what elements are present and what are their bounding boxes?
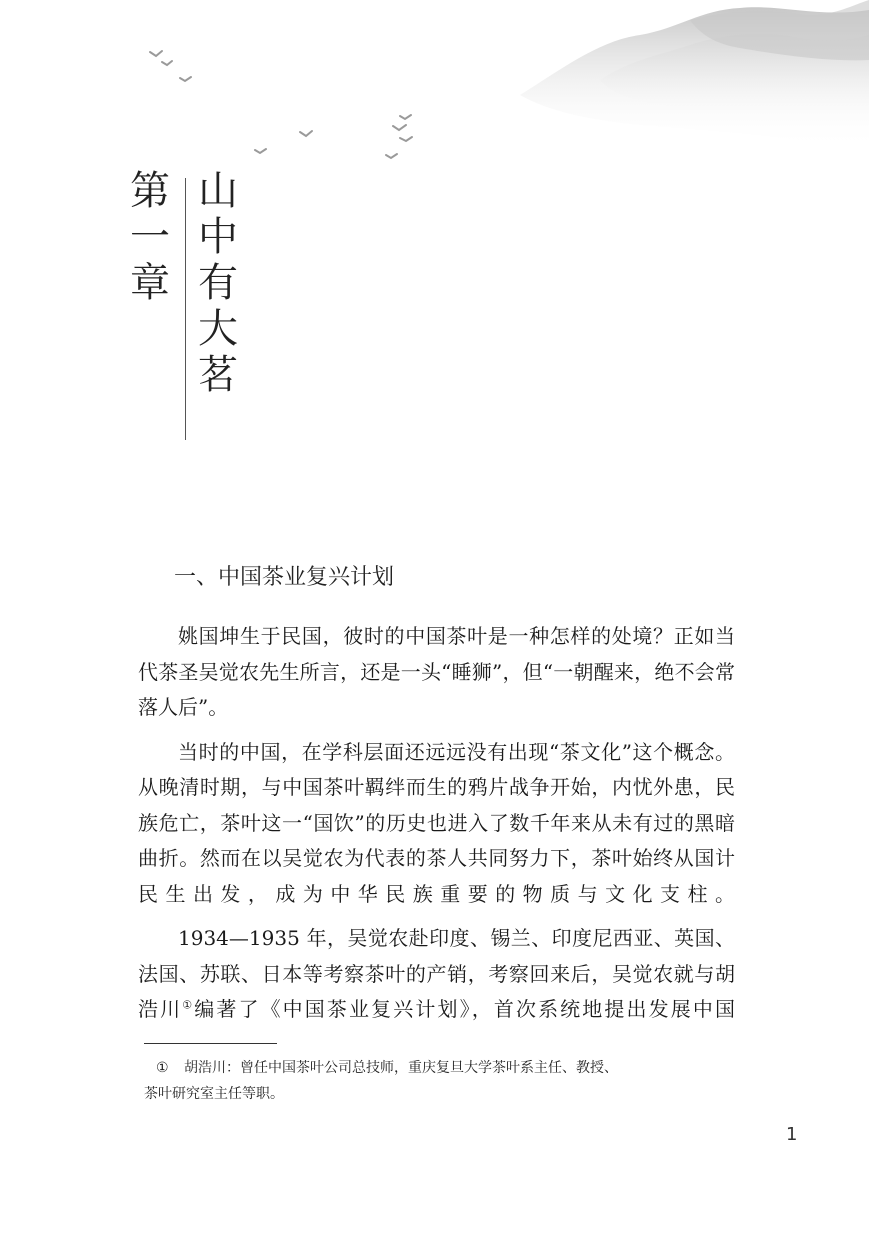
chapter-number-vertical [128, 168, 172, 306]
text-line: 编著了《中国茶业复兴计划》，首次系统地提出发展中国 [194, 997, 735, 1021]
chapter-title-char: 中 [198, 214, 238, 260]
section-heading: 一、中国茶业复兴计划 [174, 565, 395, 590]
text-line: 胡浩川 [138, 961, 735, 1021]
birds-decoration [150, 51, 412, 158]
body-text [138, 619, 735, 1037]
footnote [144, 1055, 738, 1107]
paragraph [138, 619, 735, 726]
text-line: 法国、苏联、日本等考察茶叶的产销，考察回来后，吴觉农就与 [138, 961, 715, 986]
footnote-separator [144, 1043, 277, 1044]
text-line: 有过的黑暗曲折。然而在以吴觉农为代表的茶人共同努力下，茶 [138, 810, 736, 870]
footnote-mark: ① [156, 1060, 169, 1076]
chapter-number-char: 一 [130, 214, 170, 260]
chapter-title-char: 有 [198, 260, 238, 306]
text-line: 1934—1935 年，吴觉农赴印度、锡兰、印度尼西亚、英国、 [178, 926, 735, 950]
paragraph [138, 735, 735, 913]
footnote-reference[interactable]: ① [182, 998, 195, 1012]
chapter-title-char: 茗 [198, 352, 238, 398]
page-number: 1 [786, 1124, 798, 1145]
text-line: 当代茶圣吴觉农先生所言，还是一头“睡狮”，但“一朝醒来，绝 [138, 624, 735, 684]
chapter-title-char: 山 [198, 168, 238, 214]
text-line: 念。从晚清时期，与中国茶叶羁绊而生的鸦片战争开始，内忧外 [138, 739, 736, 799]
chapter-title-vertical [196, 168, 240, 398]
text-line: 叶始终从国计民生出发，成为中华民族重要的物质与文化支柱。 [138, 846, 736, 906]
footnote-text: 茶叶研究室主任等职。 [144, 1086, 284, 1102]
text-line: 不会常落人后”。 [138, 659, 735, 719]
footnote-text: 胡浩川：曾任中国茶叶公司总技师，重庆复旦大学茶叶系主任、教授、 [184, 1060, 618, 1076]
chapter-number-char: 章 [130, 260, 170, 306]
chapter-title-char: 大 [198, 306, 238, 352]
paragraph [138, 921, 735, 1028]
text-line: 患，民族危亡，茶叶这一“国饮”的历史也进入了数千年来从未 [138, 775, 736, 835]
text-line: 当时的中国，在学科层面还远远没有出现“茶文化”这个概 [178, 739, 695, 764]
text-line: 姚国坤生于民国，彼时的中国茶叶是一种怎样的处境？正如 [178, 624, 715, 648]
ink-wash-mountain-decoration [0, 0, 869, 180]
chapter-divider-line [185, 178, 186, 440]
chapter-number-char: 第 [130, 168, 170, 214]
